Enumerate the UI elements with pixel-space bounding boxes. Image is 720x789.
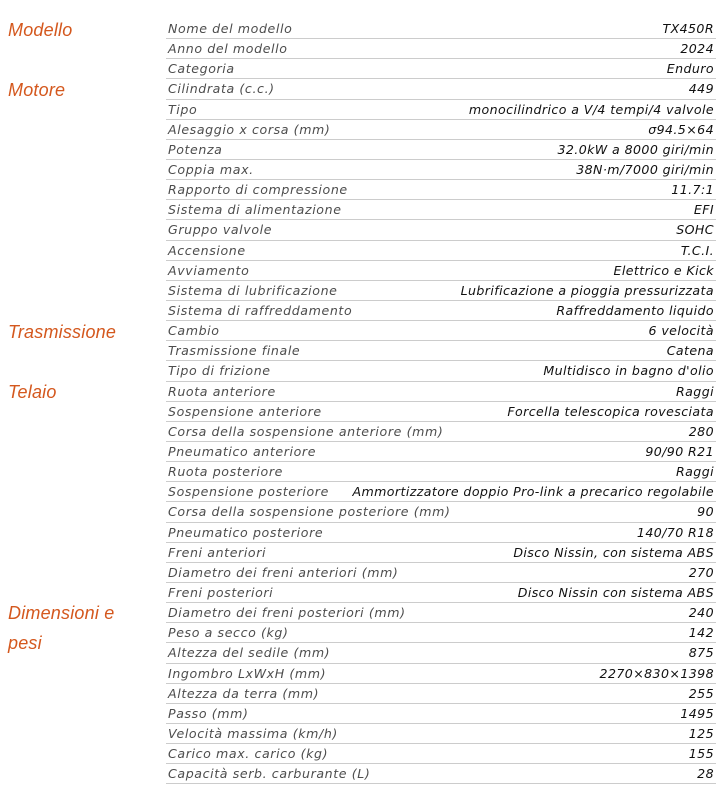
spec-value: 875: [688, 645, 714, 661]
spec-row: [166, 241, 716, 261]
spec-value: 255: [688, 685, 714, 701]
spec-value: 125: [688, 725, 714, 741]
section-heading-dimensioni-line2: pesi: [8, 633, 42, 653]
spec-value: T.C.I.: [680, 242, 714, 258]
spec-value: 142: [688, 625, 714, 641]
spec-row: [166, 19, 716, 39]
spec-label: Capacità serb. carburante (L): [168, 766, 371, 782]
spec-label: Diametro dei freni anteriori (mm): [168, 564, 399, 580]
spec-row: [166, 402, 716, 422]
spec-row: [166, 543, 716, 563]
spec-value: 11.7:1: [671, 182, 714, 198]
spec-value: Raggi: [676, 464, 714, 480]
spec-row: [166, 220, 716, 240]
spec-value: Elettrico e Kick: [613, 262, 714, 278]
spec-label: Diametro dei freni posteriori (mm): [168, 605, 406, 621]
spec-value: 2270×830×1398: [599, 665, 714, 681]
spec-value: 240: [688, 605, 714, 621]
spec-label: Rapporto di compressione: [168, 182, 348, 198]
spec-label: Freni posteriori: [168, 585, 274, 600]
spec-row: [166, 321, 716, 341]
spec-value: 28: [697, 766, 714, 782]
spec-row: [166, 563, 716, 583]
spec-label: Ruota posteriore: [168, 464, 283, 480]
spec-label: Ingombro LxWxH (mm): [168, 665, 327, 681]
spec-label: Nome del modello: [168, 21, 293, 37]
spec-row: [166, 39, 716, 59]
spec-value: Disco Nissin con sistema ABS: [517, 585, 714, 600]
spec-value: Raggi: [676, 383, 714, 399]
spec-value: 280: [688, 423, 714, 439]
spec-label: Alesaggio x corsa (mm): [168, 121, 331, 137]
spec-row: [166, 140, 716, 160]
spec-label: Sistema di raffreddamento: [168, 303, 353, 319]
spec-label: Carico max. carico (kg): [168, 746, 329, 762]
spec-row: [166, 502, 716, 522]
spec-label: Pneumatico anteriore: [168, 444, 317, 460]
spec-label: Ruota anteriore: [168, 383, 276, 399]
spec-row: [166, 462, 716, 482]
spec-label: Coppia max.: [168, 162, 254, 178]
spec-label: Sospensione anteriore: [168, 403, 322, 419]
spec-label: Tipo: [168, 101, 198, 117]
spec-value: SOHC: [676, 222, 714, 238]
spec-row: [166, 341, 716, 361]
spec-value: 449: [688, 81, 714, 97]
spec-label: Peso a secco (kg): [168, 625, 289, 641]
spec-row: [166, 79, 716, 99]
spec-label: Velocità massima (km/h): [168, 725, 338, 741]
spec-row: [166, 180, 716, 200]
spec-value: Lubrificazione a pioggia pressurizzata: [460, 282, 714, 298]
spec-label: Gruppo valvole: [168, 222, 273, 238]
spec-value: σ94.5×64: [648, 121, 714, 137]
spec-label: Sospensione posteriore: [168, 484, 329, 500]
spec-row: [166, 200, 716, 220]
spec-value: 38N·m/7000 giri/min: [576, 162, 714, 178]
spec-value: Catena: [666, 343, 714, 359]
spec-value: Enduro: [666, 61, 714, 77]
spec-label: Potenza: [168, 141, 223, 157]
spec-row: [166, 160, 716, 180]
spec-row: [166, 523, 716, 543]
spec-value: 2024: [680, 41, 714, 57]
spec-value: 270: [688, 564, 714, 580]
spec-row: [166, 120, 716, 140]
spec-row: [166, 361, 716, 381]
section-heading-dimensioni-line1: Dimensioni e: [8, 603, 115, 623]
spec-row: [166, 744, 716, 764]
spec-value: Multidisco in bagno d'olio: [543, 363, 714, 379]
spec-row: [166, 442, 716, 462]
spec-value: TX450R: [662, 21, 714, 37]
spec-value: 140/70 R18: [636, 524, 714, 540]
spec-label: Corsa della sospensione anteriore (mm): [168, 423, 444, 439]
spec-label: Altezza del sedile (mm): [168, 645, 331, 661]
spec-value: Disco Nissin, con sistema ABS: [513, 544, 714, 560]
spec-label: Accensione: [168, 242, 246, 258]
spec-row: [166, 301, 716, 321]
spec-label: Freni anteriori: [168, 544, 267, 560]
section-heading-telaio: Telaio: [8, 382, 57, 402]
spec-row: [166, 764, 716, 784]
section-heading-trasmissione: Trasmissione: [8, 322, 117, 342]
spec-row: [166, 261, 716, 281]
spec-label: Cilindrata (c.c.): [168, 81, 275, 97]
spec-label: Tipo di frizione: [168, 363, 271, 379]
spec-label: Anno del modello: [168, 41, 288, 57]
spec-value: Ammortizzatore doppio Pro-link a precarico regolabile: [352, 484, 714, 500]
spec-row: [166, 482, 716, 502]
spec-value: 90: [697, 504, 714, 520]
spec-row: [166, 623, 716, 643]
spec-label: Trasmissione finale: [168, 343, 301, 359]
spec-label: Passo (mm): [168, 705, 249, 721]
spec-value: 6 velocità: [648, 323, 714, 339]
spec-value: monocilindrico a V/4 tempi/4 valvole: [468, 101, 714, 117]
spec-row: [166, 59, 716, 79]
spec-value: Forcella telescopica rovesciata: [507, 403, 714, 419]
spec-label: Sistema di lubrificazione: [168, 282, 338, 298]
spec-table: [166, 19, 716, 784]
spec-value: 155: [688, 746, 714, 762]
spec-value: EFI: [693, 202, 714, 218]
spec-label: Pneumatico posteriore: [168, 524, 324, 540]
spec-row: [166, 382, 716, 402]
spec-label: Altezza da terra (mm): [168, 685, 320, 701]
spec-row: [166, 704, 716, 724]
spec-row: [166, 100, 716, 120]
spec-row: [166, 643, 716, 663]
spec-label: Cambio: [168, 323, 220, 339]
spec-label: Avviamento: [168, 262, 250, 278]
spec-row: [166, 281, 716, 301]
spec-label: Categoria: [168, 61, 235, 77]
spec-row: [166, 684, 716, 704]
spec-value: 32.0kW a 8000 giri/min: [557, 141, 714, 157]
spec-value: 90/90 R21: [645, 444, 714, 460]
section-heading-modello: Modello: [8, 20, 73, 40]
spec-label: Corsa della sospensione posteriore (mm): [168, 504, 451, 520]
spec-row: [166, 664, 716, 684]
spec-value: Raffreddamento liquido: [556, 303, 714, 319]
spec-value: 1495: [680, 705, 714, 721]
spec-row: [166, 603, 716, 623]
spec-row: [166, 724, 716, 744]
spec-row: [166, 583, 716, 603]
section-heading-motore: Motore: [8, 80, 66, 100]
spec-row: [166, 422, 716, 442]
spec-label: Sistema di alimentazione: [168, 202, 342, 218]
